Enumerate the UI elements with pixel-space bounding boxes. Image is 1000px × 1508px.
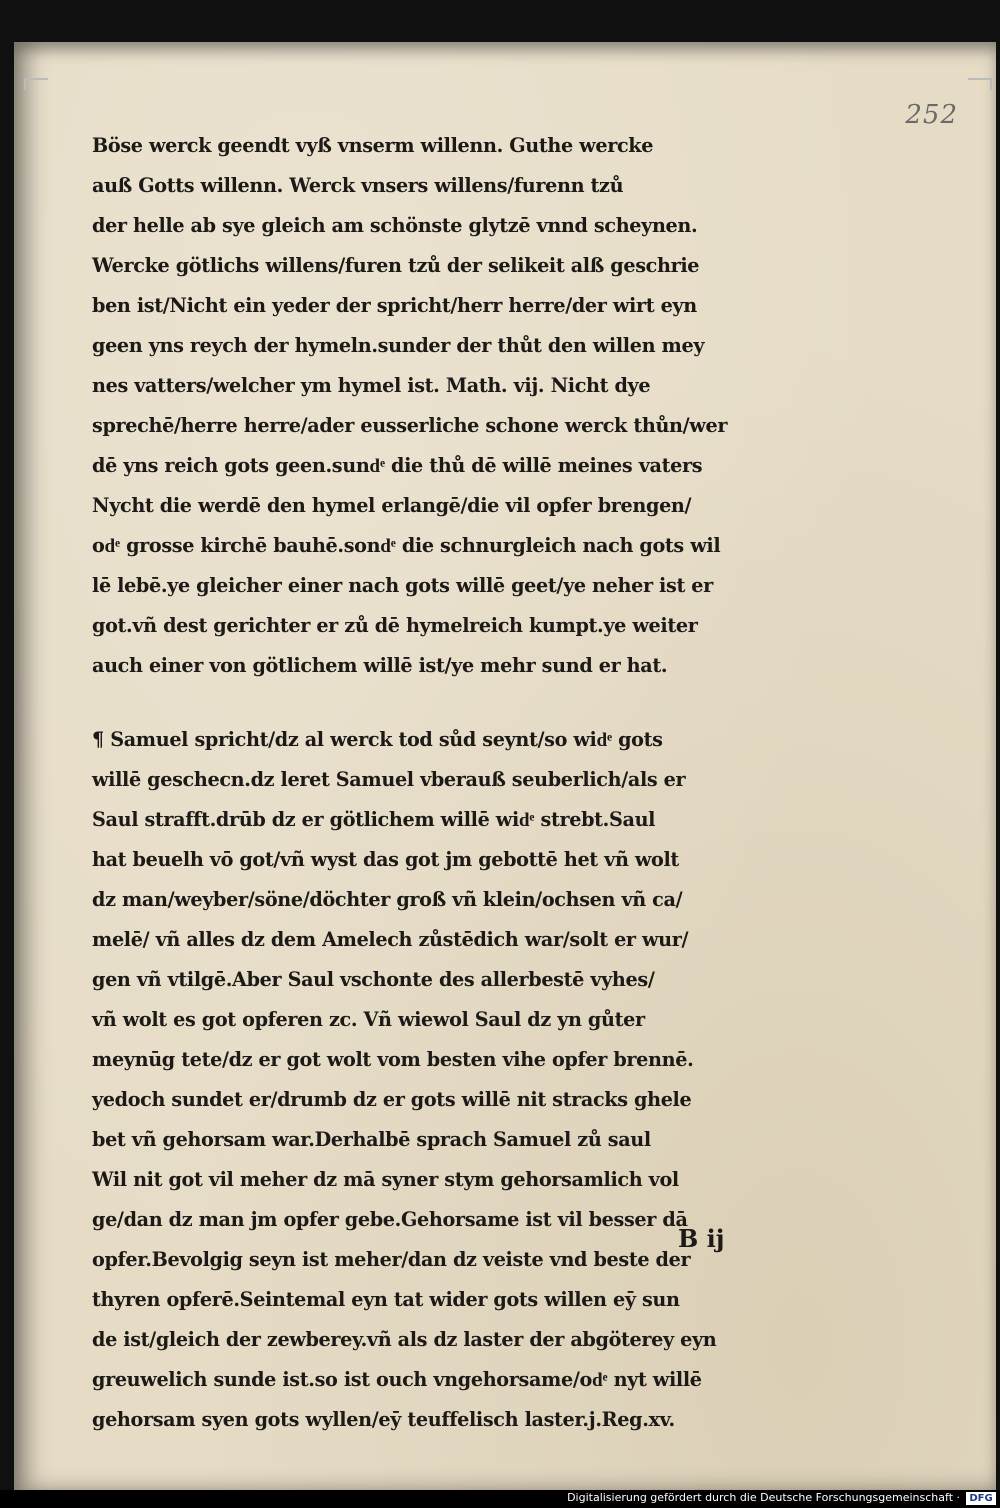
text-line: Wil nit got vil meher dz mā syner stym gehorsamlich vol (92, 1168, 679, 1191)
text-line: melē/ vñ alles dz dem Amelech zůstēdich war/solt er wur/ (92, 928, 689, 951)
signature-mark: B ij (678, 1224, 725, 1253)
text-line: bet vñ gehorsam war.Derhalbē sprach Samuel zů saul (92, 1128, 651, 1151)
text-line: vñ wolt es got opferen zc. Vñ wiewol Saul dz yn gůter (92, 1008, 645, 1031)
footer-bar (0, 1490, 1000, 1508)
text-line: meynūg tete/dz er got wolt vom besten vihe opfer brennē. (92, 1048, 694, 1071)
text-line: de ist/gleich der zewberey.vñ als dz laster der abgöterey eyn (92, 1328, 717, 1351)
paragraph-2 (92, 720, 792, 1440)
dfg-logo: DFG (966, 1492, 996, 1505)
crop-mark-top-left (24, 78, 48, 90)
paragraph-1 (92, 126, 792, 686)
text-line: auß Gotts willenn. Werck vnsers willens/furenn tzů (92, 174, 624, 197)
text-line: ¶ Samuel spricht/dz al werck tod sůd seynt/so widͤ gots (92, 728, 663, 751)
text-line: dz man/weyber/söne/döchter groß vñ klein/ochsen vñ ca/ (92, 888, 683, 911)
text-line: odͤ grosse kirchē bauhē.sondͤ die schnurgleich nach gots wil (92, 534, 721, 557)
text-line: gen vñ vtilgē.Aber Saul vschonte des allerbestē vyhes/ (92, 968, 655, 991)
text-line: opfer.Bevolgig seyn ist meher/dan dz veiste vnd beste der (92, 1248, 691, 1271)
text-line: got.vñ dest gerichter er zů dē hymelreich kumpt.ye weiter (92, 614, 698, 637)
crop-mark-top-right (968, 78, 992, 90)
text-line: Nycht die werdē den hymel erlangē/die vil opfer brengen/ (92, 494, 692, 517)
text-line: hat beuelh vō got/vñ wyst das got jm gebottē het vñ wolt (92, 848, 679, 871)
text-line: geen yns reych der hymeln.sunder der thůt den willen mey (92, 334, 705, 357)
text-line: Saul strafft.drūb dz er götlichem willē widͤ strebt.Saul (92, 808, 656, 831)
text-line: ben ist/Nicht ein yeder der spricht/herr herre/der wirt eyn (92, 294, 697, 317)
text-line: willē geschecn.dz leret Samuel vberauß seuberlich/als er (92, 768, 686, 791)
text-line: yedoch sundet er/drumb dz er gots willē nit stracks ghele (92, 1088, 692, 1111)
text-line: nes vatters/welcher ym hymel ist. Math. vij. Nicht dye (92, 374, 651, 397)
text-line: gehorsam syen gots wyllen/eȳ teuffelisch laster.j.Reg.xv. (92, 1408, 675, 1431)
funding-note: Digitalisierung gefördert durch die Deutsche Forschungsgemeinschaft · (567, 1491, 960, 1504)
text-line: thyren opferē.Seintemal eyn tat wider gots willen eȳ sun (92, 1288, 680, 1311)
folio-number: 252 (905, 100, 958, 130)
paragraph-spacer (92, 686, 792, 720)
text-line: Wercke götlichs willens/furen tzů der selikeit alß geschrie (92, 254, 700, 277)
text-line: Böse werck geendt vyß vnserm willenn. Guthe wercke (92, 134, 654, 157)
text-line: ge/dan dz man jm opfer gebe.Gehorsame ist vil besser dā (92, 1208, 688, 1231)
text-line: greuwelich sunde ist.so ist ouch vngehorsame/odͤ nyt willē (92, 1368, 702, 1391)
text-line: dē yns reich gots geen.sundͤ die thů dē willē meines vaters (92, 454, 703, 477)
text-line: sprechē/herre herre/ader eusserliche schone werck thůn/wer (92, 414, 728, 437)
text-line: lē lebē.ye gleicher einer nach gots willē geet/ye neher ist er (92, 574, 713, 597)
text-line: auch einer von götlichem willē ist/ye mehr sund er hat. (92, 654, 668, 677)
text-line: der helle ab sye gleich am schönste glytzē vnnd scheynen. (92, 214, 698, 237)
